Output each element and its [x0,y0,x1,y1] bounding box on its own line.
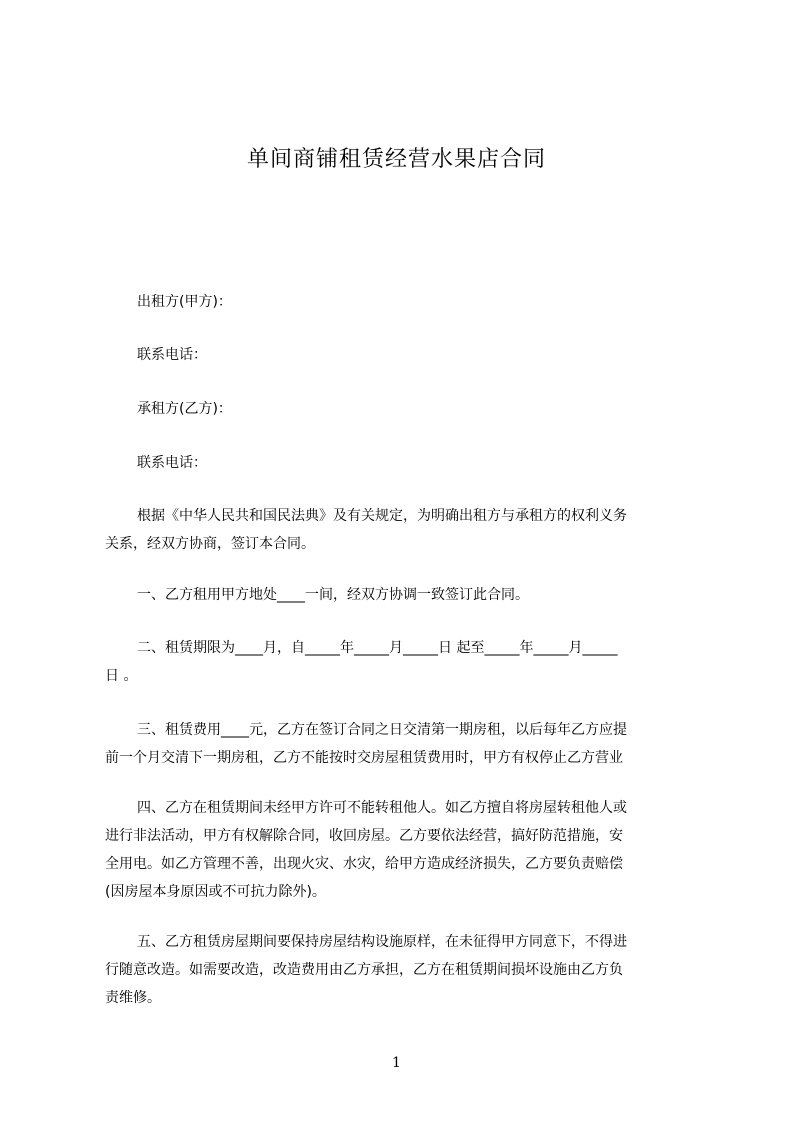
clause-4-line-1: 四、乙方在租赁期间未经甲方许可不能转租他人。如乙方擅自将房屋转租他人或 [137,800,627,816]
intro-line-2: 关系，经双方协商，签订本合同。 [105,536,315,552]
field-lessor-label: 出租方(甲方)： [137,294,232,310]
field-lessor-phone [105,341,702,369]
clause-4 [105,794,702,906]
field-lessee-phone [105,449,702,477]
field-lessee [105,395,702,423]
clause-5-line-1: 五、乙方租赁房屋期间要保持房屋结构设施原样，在未征得甲方同意下，不得进 [137,934,627,950]
clause-4-line-2: 进行非法活动，甲方有权解除合同，收回房屋。乙方要依法经营，搞好防范措施，安 [105,828,623,844]
clause-1-line-1: 一、乙方租用甲方地处____一间，经双方协调一致签订此合同。 [137,587,529,603]
clause-4-line-4: (因房屋本身原因或不可抗力除外)。 [105,884,326,900]
field-lessee-phone-label: 联系电话： [137,455,207,471]
clause-3 [105,716,702,772]
clause-5 [105,928,702,1012]
clause-5-line-3: 责维修。 [105,990,161,1006]
clause-1 [105,581,702,609]
intro-paragraph [105,502,702,558]
field-lessor [105,288,702,316]
intro-line-1: 根据《中华人民共和国民法典》及有关规定，为明确出租方与承租方的权利义务 [137,508,627,524]
page-number: 1 [392,1055,401,1071]
clause-3-line-1: 三、租赁费用____元，乙方在签订合同之日交清第一期房租，以后每年乙方应提 [137,722,627,738]
document-title: 单间商铺租赁经营水果店合同 [246,147,546,172]
clause-4-line-3: 全用电。如乙方管理不善，出现火灾、水灾，给甲方造成经济损失，乙方要负责赔偿 [105,856,623,872]
field-lessor-phone-label: 联系电话： [137,347,207,363]
clause-3-line-2: 前一个月交清下一期房租，乙方不能按时交房屋租赁费用时，甲方有权停止乙方营业 [105,750,623,766]
clause-5-line-2: 行随意改造。如需要改造，改造费用由乙方承担，乙方在租赁期间损坏设施由乙方负 [105,962,623,978]
clause-2-line-1: 二、租赁期限为____月，自_____年_____月_____日 起至_____年_____月_____ [137,640,618,656]
clause-2-line-2: 日 。 [105,668,138,684]
clause-2 [105,634,702,690]
field-lessee-label: 承租方(乙方)： [137,401,232,417]
